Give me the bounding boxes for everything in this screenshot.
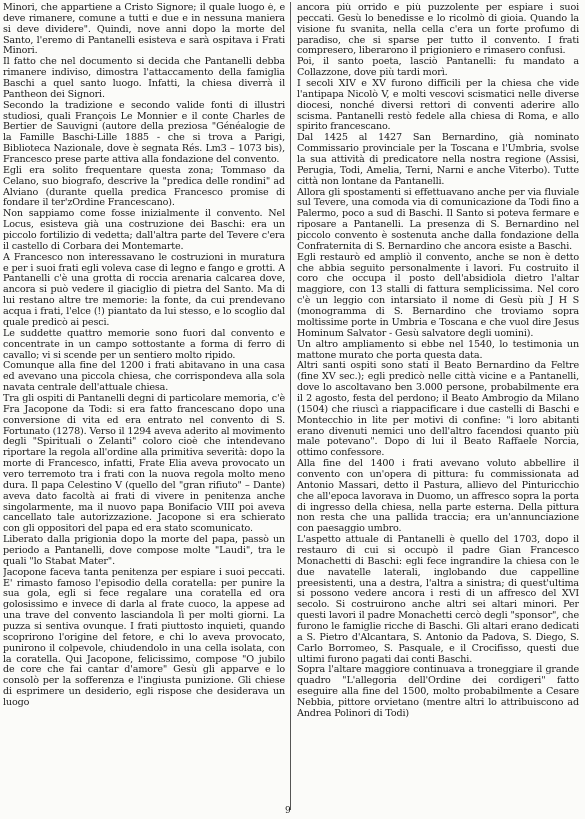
- paragraph: Minori, che appartiene a Cristo Signore; il quale luogo è, e deve rimanere, comune a tutti e due e in nessuna maniera si deve dividere". Quindi, nove anni dopo la morte del Santo, l'eremo di Pantanelli esisteva e sarà ospitava i Frati Minori.: [3, 3, 285, 57]
- paragraph: Comunque alla fine del 1200 i frati abitavano in una casa ed avevano una piccola chiesa, che corrispondeva alla sola navata centrale dell'attuale chiesa.: [3, 360, 285, 394]
- paragraph: Le suddette quattro memorie sono fuori dal convento e concentrate in un campo sottostante a forma di ferro di cavallo; vi si scende per un sentiero molto ripido.: [3, 327, 285, 361]
- paragraph: Egli restaurò ed ampliò il convento, anche se non è detto che abbia seguito personalmente i lavori. Fu costruito il coro che occupa il posto dell'absidiola dietro l'altar maggiore, con 13 stalli di fattura semplicissima. Nel coro c'è un leggio con intarsiato il nome di Gesù più J H S (monogramma di S. Bernardino che troviamo sopra moltissime porte in Umbria e Toscana e che vuol dire Jesus Hominum Salvator - Gesù salvatore degli uomini).: [297, 251, 579, 339]
- paragraph: Non sappiamo come fosse inizialmente il convento. Nel Locus, esisteva già una costruzione dei Baschi: era un piccolo fortilizio di vedetta; dall'altra parte del Tevere c'era il castello di Corbara dei Montemarte.: [3, 208, 285, 252]
- paragraph: A Francesco non interessavano le costruzioni in muratura e per i suoi frati egli voleva case di legno e fango e grotti. A Pantanelli c'è una grotta di roccia arenaria calcarea dove, ancora si può vedere il giaciglio di pietra del Santo. Ma di lui restano altre tre memorie: la fonte, da cui prendevano acqua i frati, l'elce (!) piantato da lui stesso, e lo scoglio dal quale predicò ai pesci.: [3, 251, 285, 328]
- paragraph: ancora più orrido e più puzzolente per espiare i suoi peccati. Gesù lo benedisse e lo ricolmò di gioia. Quando la visione fu svanita, nella cella c'era un forte profumo di paradiso, che si sparse per tutto il convento. I frati compresero, liberarono il prigioniero e rimasero confusi.: [297, 3, 579, 57]
- paragraph: L'aspetto attuale di Pantanelli è quello del 1703, dopo il restauro di cui si occupò il padre Gian Francesco Monachetti di Baschi: egli fece ingrandire la chiesa con le due navatelle laterali, inglobando due cappelline preesistenti, una a destra, l'altra a sinistra; di quest'ultima si possono vedere ancora i resti di un affresco del XVI secolo. Si costruirono anche altri sei altari minori. Per questi lavori il padre Monachetti cercò degli "sponsor", che furono le famiglie ricche di Baschi. Gli altari erano dedicati a S. Pietro d'Alcantara, S. Antonio da Padova, S. Diego, S. Carlo Borromeo, S. Pasquale, e il Crocifisso, questi due ultimi furono pagati dai conti Baschi.: [297, 534, 579, 665]
- page-number: 9: [285, 806, 291, 816]
- left-column: [3, 3, 285, 807]
- paragraph: I secoli XIV e XV furono difficili per la chiesa che vide l'antipapa Nicolò V, e molti vescovi scismatici nelle diverse diocesi, nonché diversi rettori di conventi aderire allo scisma. Pantanelli restò fedele alla chiesa di Roma, e allo spirito francescano.: [297, 78, 579, 133]
- paragraph: Jacopone faceva tanta penitenza per espiare i suoi peccati. E' rimasto famoso l'episodio della coratella: per punire la sua gola, egli si fece regalare una coratella ed ora golosissimo e invece di darla al frate cuoco, la appese ad una trave del convento lasciandola lì per molti giorni. La puzza si sentiva ovunque. I frati piuttosto inquieti, quando scoprirono l'origine del fetore, e chi lo aveva provocato, punirono il colpevole, chiudendolo in una cella isolata, con la coratella. Qui Jacopone, felicissimo, compose "O jubilo de core che fai cantar d'amore" Gesù gli apparve e lo consolò per la sofferenza e l'ingiusta punizione. Gli chiese di esprimere un desiderio, egli rispose che desiderava un luogo: [3, 566, 285, 708]
- paragraph: Secondo la tradizione e secondo valide fonti di illustri studiosi, quali François Le Monnier e il conte Charles de Bertier de Sauvigni (autore della preziosa "Généalogie de la Famille Baschi-Lille 1885 - che si trova a Parigi, Biblioteca Nazionale, dove è segnata Rés. Lm3 – 1073 bis), Francesco prese parte attiva alla fondazione del convento.: [3, 99, 285, 166]
- paragraph: Egli era solito frequentare questa zona; Tommaso da Celano, suo biografo, descrive la "predica delle rondini" ad Alviano (durante quella predica Francesco promise di fondare il ter'zOrdine Francescano).: [3, 164, 285, 209]
- paragraph: Il fatto che nel documento si decida che Pantanelli debba rimanere indiviso, dimostra l'attaccamento della famiglia Baschi a quel santo luogo. Infatti, la chiesa diverrà il Pantheon dei Signori.: [3, 56, 285, 100]
- paragraph: Poi, il santo poeta, lasciò Pantanelli: fu mandato a Collazzone, dove più tardi morì.: [297, 56, 579, 79]
- paragraph: Allora gli spostamenti si effettuavano anche per via fluviale sul Tevere, una comoda via di comunicazione da Todi fino a Palermo, poco a sud di Baschi. Il Santo si poteva fermare e riposare a Pantanelli. La presenza di S. Bernardino nel piccolo convento è sostenuta anche dalla fondazione della Confraternita di S. Bernardino che ancora esiste a Baschi.: [297, 186, 579, 252]
- column-divider: [290, 2, 291, 810]
- paragraph: Altri santi ospiti sono stati il Beato Bernardino da Feltre (fine XV sec.); egli predicò nelle città vicine e a Pantanelli, dove lo ascoltavano ben 3.000 persone, probabilmente era il 2 agosto, festa del perdono; il Beato Ambrogio da Milano (1504) che riuscì a riappacificare i due castelli di Baschi e Montecchio in lite per motivi di confine: "i loro abitanti erano divenuti nemici uno dell'altro facendosi quanto più male potevano". Dopo di lui il Beato Raffaele Norcia, ottimo confessore.: [297, 360, 579, 459]
- paragraph: Un altro ampliamento si ebbe nel 1540, lo testimonia un mattone murato che porta questa data.: [297, 338, 579, 361]
- paragraph: Liberato dalla prigionia dopo la morte del papa, passò un periodo a Pantanelli, dove compose molte "Laudi", tra le quali "lo Stabat Mater".: [3, 534, 285, 567]
- right-column: [297, 3, 579, 807]
- paragraph: Dal 1425 al 1427 San Bernardino, già nominato Commissario provinciale per la Toscana e l'Umbria, svolse la sua attività di predicatore nella nostra regione (Assisi, Perugia, Todi, Amelia, Terni, Narni e anche Viterbo). Tutte città non lontane da Pantanelli.: [297, 132, 579, 187]
- paragraph: Sopra l'altare maggiore continuava a troneggiare il grande quadro "L'allegoria dell'Ordine dei cordigeri" fatto eseguire alla fine del 1500, molto probabilmente a Cesare Nebbia, pittore orvietano (mentre altri lo attribuiscono ad Andrea Polinori di Todi): [297, 664, 579, 719]
- paragraph: Alla fine del 1400 i frati avevano voluto abbellire il convento con un'opera di pittura: fu commissionata ad Antonio Massari, detto il Pastura, allievo del Pinturicchio che all'epoca lavorava in Duomo, un affresco sopra la porta di ingresso della chiesa, nella parte esterna. Della pittura non resta che una pallida traccia; era un'annunciazione con paesaggio umbro.: [297, 458, 579, 535]
- paragraph: Tra gli ospiti di Pantanelli degni di particolare memoria, c'è Fra Jacopone da Todi: si era fatto francescano dopo una conversione di vita ed era entrato nel convento di S. Fortunato (1278). Verso il 1294 aveva aderito al movimento degli "Spirituali o Zelanti" coloro cioè che intendevano riportare la regola all'ordine alla primitiva severità: dopo la morte di Francesco, infatti, Frate Elia aveva provocato un vero terremoto tra i frati con la nuova regola molto meno dura. Il papa Celestino V (quello del "gran rifiuto" – Dante) aveva dato facoltà ai frati di vivere in penitenza anche singolarmente, ma il nuovo papa Bonifacio VIII poi aveva cancellato tale autorizzazione. Jacopone si era schierato con gli oppositori del papa ed era stato scomunicato.: [3, 392, 285, 535]
